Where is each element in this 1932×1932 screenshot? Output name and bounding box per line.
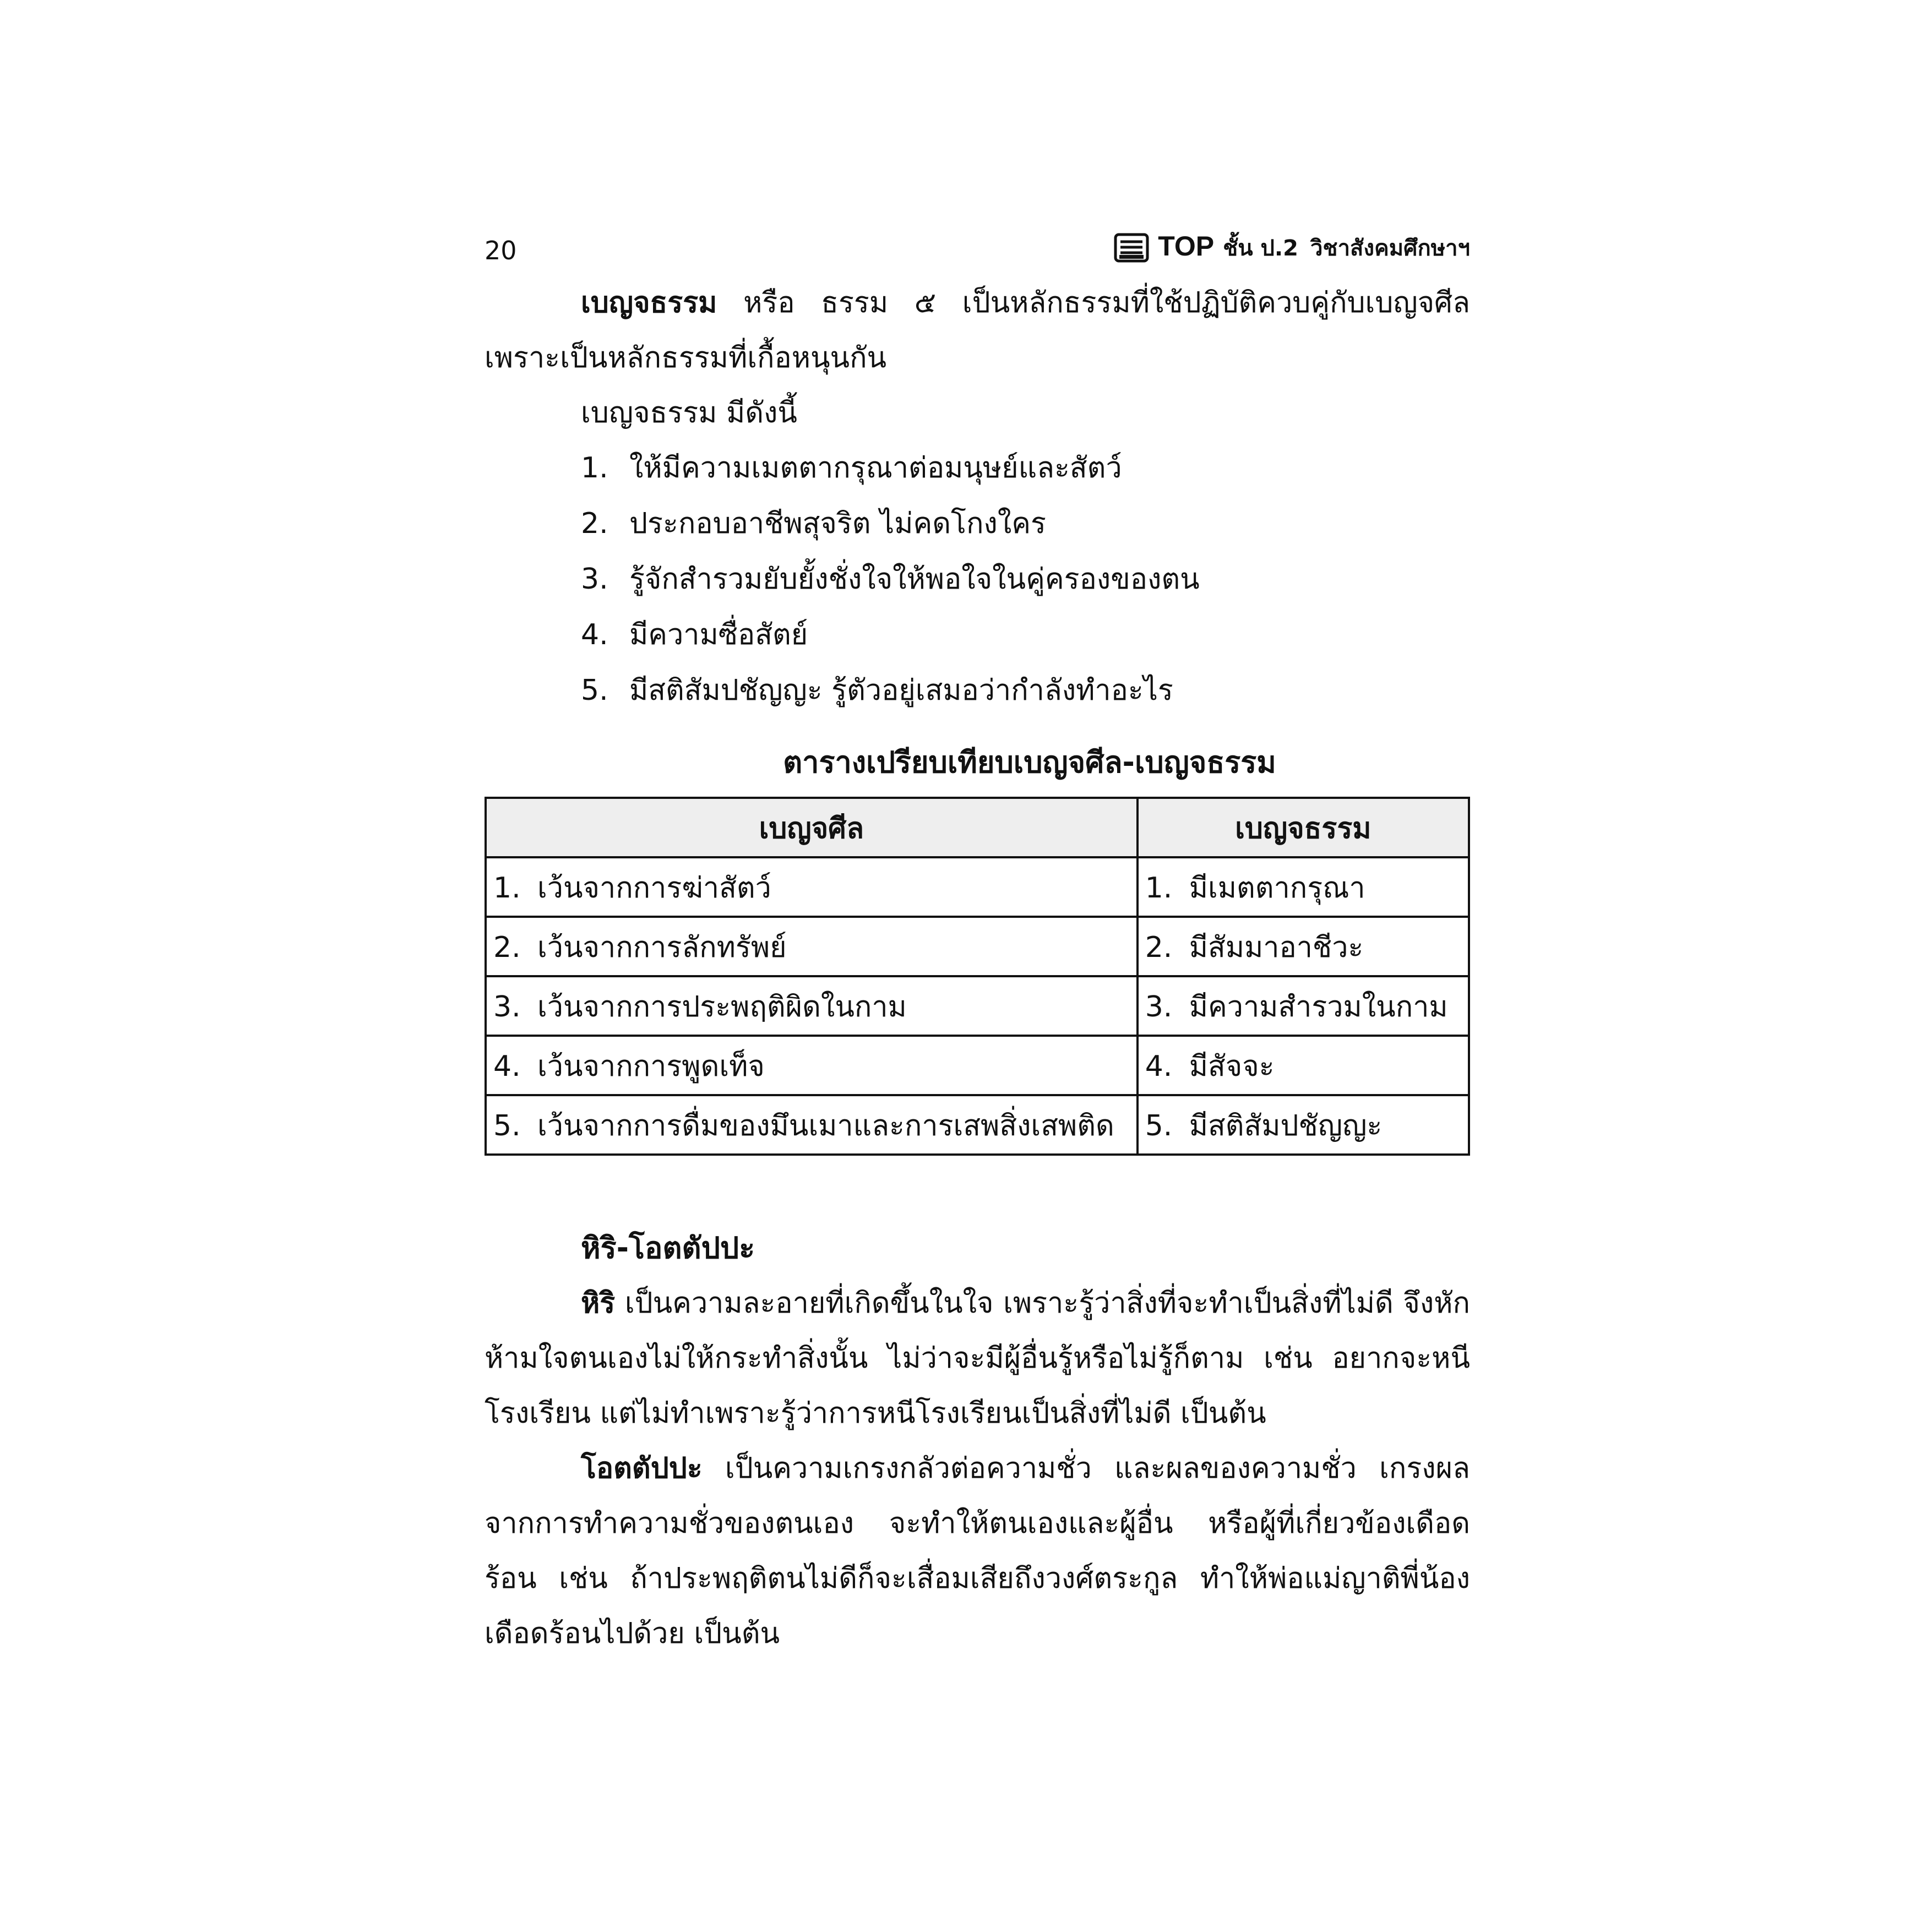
list-item: 3. รู้จักสำรวมยับยั้งชั่งใจให้พอใจในคู่ครองของตน [581,563,1200,596]
running-head-grade: ชั้น ป.2 [1223,236,1298,261]
table-title: ตารางเปรียบเทียบเบญจศีล-เบญจธรรม [783,745,1276,780]
table-row [486,917,1469,976]
list-item: 4. มีความซื่อสัตย์ [581,618,808,651]
table-cell: 3. เว้นจากการประพฤติผิดในกาม [486,976,1138,1036]
hiri-term: หิริ [581,1287,616,1320]
table-cell: 4. เว้นจากการพูดเท็จ [486,1036,1138,1095]
table-cell: 2. เว้นจากการลักทรัพย์ [486,917,1138,976]
ottappa-text: เป็นความเกรงกลัวต่อความชั่ว และผลของความชั่ว เกรงผลจากการทำความชั่วของตนเอง จะทำให้ตนเองและผู้อื่น หรือผู้ที่เกี่ยวข้องเดือดร้อน เช่น ถ้าประพฤติตนไม่ดีก็จะเสื่อมเสียถึงวงศ์ตระกูล ทำให้พ่อแม่ญาติพี่น้องเดือดร้อนไปด้วย เป็นต้น [485,1452,1470,1650]
running-head [1114,230,1470,265]
book-icon [1114,233,1149,263]
comparison-table [485,797,1470,1156]
running-head-subject: วิชาสังคมศึกษาฯ [1310,236,1470,261]
benjatham-list [485,440,1470,719]
list-item: 5. มีสติสัมปชัญญะ รู้ตัวอยู่เสมอว่ากำลังทำอะไร [581,674,1173,707]
ottappa-term: โอตตัปปะ [581,1452,703,1485]
document-page [485,226,1470,1661]
table-header-benjatham: เบญจธรรม [1138,798,1469,857]
table-row [486,1095,1469,1155]
hiri-paragraph [485,1276,1470,1441]
table-cell: 4. มีสัจจะ [1138,1036,1469,1095]
table-cell: 3. มีความสำรวมในกาม [1138,976,1469,1036]
intro-paragraph [485,275,1470,385]
table-cell: 1. เว้นจากการฆ่าสัตว์ [486,857,1138,917]
table-row [486,857,1469,917]
table-cell: 2. มีสัมมาอาชีวะ [1138,917,1469,976]
table-cell: 1. มีเมตตากรุณา [1138,857,1469,917]
section-heading: หิริ-โอตตัปปะ [581,1231,755,1265]
page-number: 20 [485,236,517,265]
page-header [485,226,1470,275]
intro-text: หรือ ธรรม ๕ เป็นหลักธรรมที่ใช้ปฏิบัติควบคู่กับเบญจศีล เพราะเป็นหลักธรรมที่เกื้อหนุนกัน [485,286,1470,374]
running-head-brand: TOP [1158,231,1215,262]
table-header-row [486,798,1469,857]
ottappa-paragraph [485,1441,1470,1661]
table-cell: 5. มีสติสัมปชัญญะ [1138,1095,1469,1155]
table-row [486,976,1469,1036]
table-header-benjasin: เบญจศีล [486,798,1138,857]
hiri-text: เป็นความละอายที่เกิดขึ้นในใจ เพราะรู้ว่าสิ่งที่จะทำเป็นสิ่งที่ไม่ดี จึงหักห้ามใจตนเองไม่ให้กระทำสิ่งนั้น ไม่ว่าจะมีผู้อื่นรู้หรือไม่รู้ก็ตาม เช่น อยากจะหนีโรงเรียน แต่ไม่ทำเพราะรู้ว่าการหนีโรงเรียนเป็นสิ่งที่ไม่ดี เป็นต้น [485,1287,1470,1430]
intro-term: เบญจธรรม [581,286,717,319]
list-heading: เบญจธรรม มีดังนี้ [581,396,797,429]
table-row [486,1036,1469,1095]
list-item: 2. ประกอบอาชีพสุจริต ไม่คดโกงใคร [581,507,1046,540]
table-cell: 5. เว้นจากการดื่มของมึนเมาและการเสพสิ่งเสพติด [486,1095,1138,1155]
list-item: 1. ให้มีความเมตตากรุณาต่อมนุษย์และสัตว์ [581,451,1122,485]
